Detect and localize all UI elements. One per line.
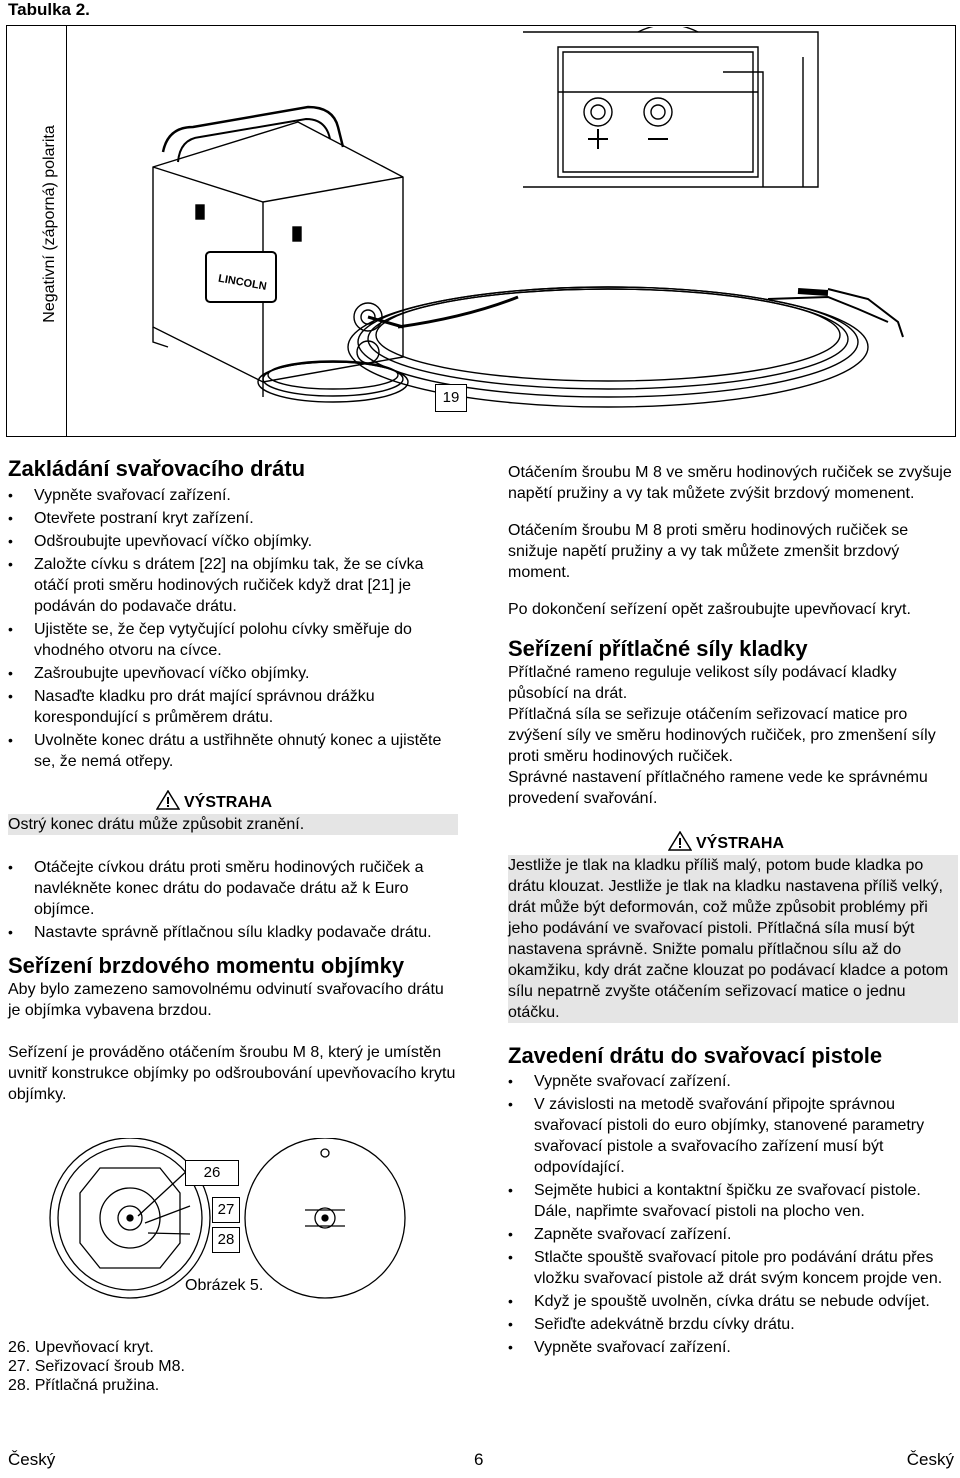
list-item: • Založte cívku s drátem [22] na objímku tak, že se cívka otáčí proti směru hodinových ručiček když drat [21] je podáván do podavače drátu. (8, 554, 458, 617)
left-column (8, 456, 458, 1105)
section-title-brake: Seřízení brzdového momentu objímky (8, 953, 405, 978)
page-number: 6 (474, 1450, 484, 1469)
list-item: • Uvolněte konec drátu a ustřihněte ohnutý konec a ujistěte se, že nemá otřepy. (8, 730, 458, 772)
list-item: • Vypněte svařovací zařízení. (508, 1337, 958, 1358)
warning-text: Ostrý konec drátu může způsobit zranění. (8, 814, 458, 835)
brake-counterclockwise-para: Otáčením šroubu M 8 proti směru hodinových ručiček se snižuje napětí pružiny a vy tak můžete zmenšit brzdový moment. (508, 522, 909, 581)
callout-28: 28 (212, 1227, 240, 1253)
wire-loading-list (8, 485, 458, 772)
warning-title: VÝSTRAHA (696, 835, 785, 852)
list-item: • Vypněte svařovací zařízení. (8, 485, 458, 506)
list-item: • Sejměte hubici a kontaktní špičku ze svařovací pistole. Dále, napřimte svařovací pistoli na plocho ven. (508, 1180, 958, 1222)
warning-icon (668, 831, 692, 851)
list-item: • Seřiďte adekvátně brzdu cívky drátu. (508, 1314, 958, 1335)
warning-text: Jestliže je tlak na kladku příliš malý, potom bude kladka po drátu klouzat. Jestliže je tlak na kladku nastavena příliš velký, drát může být deformován, což může způsobit problémy při jeho podávání ve svařovací pistoli. Přítlačná síla musí být nastavena správně. Snižte pomalu přítlačnou sílu až do okamžiku, kdy drát začne klouzat po podávací kladce a potom sílu nepatrně zvyšte otáčením seřizovací matice o jednu otáčku. (508, 855, 958, 1023)
warning-title: VÝSTRAHA (184, 794, 273, 811)
brand-logo: LINCOLN (217, 272, 268, 293)
list-item: • Odšroubujte upevňovací víčko objímky. (8, 531, 458, 552)
list-item: • Zapněte svařovací zařízení. (508, 1224, 958, 1245)
pressure-para-1: Přítlačné rameno reguluje velikost síly podávací kladky působící na drát. (508, 664, 897, 702)
legend-item: 28. Přítlačná pružina. (8, 1377, 160, 1394)
list-item: • Otáčejte cívkou drátu proti směru hodinových ručiček a navlékněte konec drátu do podavače drátu až k Euro objímce. (8, 857, 458, 920)
figure-divider (66, 25, 67, 437)
list-item: • Vypněte svařovací zařízení. (508, 1071, 958, 1092)
figure-legend (8, 1338, 185, 1395)
brake-para-1: Aby bylo zamezeno samovolnému odvinutí svařovacího drátu je objímka vybavena brzdou. (8, 981, 444, 1019)
list-item: • Otevřete postraní kryt zařízení. (8, 508, 458, 529)
warning-icon (156, 790, 180, 810)
brake-finish-para: Po dokončení seřízení opět zašroubujte upevňovací kryt. (508, 601, 911, 618)
callout-19: 19 (435, 384, 467, 412)
warning-block-2 (508, 831, 958, 1023)
callout-27: 27 (212, 1197, 240, 1223)
table-title: Tabulka 2. (8, 0, 90, 19)
list-item: • V závislosti na metodě svařování připojte správnou svařovací pistoli do euro objímky, stanovené parametry svařovací pistole a svařovacího zařízení musí být odpovídající. (508, 1094, 958, 1178)
pressure-para-2: Přítlačná síla se seřizuje otáčením seřizovací matice pro zvýšení síly ve směru hodinových ručiček, pro zmenšení síly proti směru hodinových ručiček. (508, 706, 936, 765)
callout-26: 26 (185, 1160, 239, 1186)
list-item: • Zašroubujte upevňovací víčko objímky. (8, 663, 458, 684)
footer-right: Český (906, 1450, 954, 1469)
torch-list (508, 1071, 958, 1358)
list-item: • Ujistěte se, že čep vytyčující polohu cívky směřuje do vhodného otvoru na cívce. (8, 619, 458, 661)
section-title-torch: Zavedení drátu do svařovací pistole (508, 1043, 883, 1068)
list-item: • Nasaďte kladku pro drát mající správnou drážku korespondující s průměrem drátu. (8, 686, 458, 728)
legend-item: 27. Seřizovací šroub M8. (8, 1358, 185, 1375)
brake-para-2: Seřízení je prováděno otáčením šroubu M 8, který je umístěn uvnitř konstrukce objímky po odšroubování upevňovacího krytu objímky. (8, 1044, 456, 1103)
right-column (508, 462, 958, 1360)
list-item: • Nastavte správně přítlačnou sílu kladky podavače drátu. (8, 922, 458, 943)
section-title-pressure: Seřízení přítlačné síly kladky (508, 636, 808, 661)
list-item: • Stlačte spouště svařovací pitole pro podávání drátu přes vložku svařovací pistole až drát svým koncem projde ven. (508, 1247, 958, 1289)
warning-block (8, 790, 458, 835)
legend-item: 26. Upevňovací kryt. (8, 1339, 154, 1356)
figure-caption: Obrázek 5. (185, 1277, 264, 1294)
pressure-para-3: Správné nastavení přítlačného ramene vede ke správnému provedení svařování. (508, 769, 928, 807)
list-item: • Když je spouště uvolněn, cívka drátu se nebude odvíjet. (508, 1291, 958, 1312)
wire-threading-list (8, 857, 458, 943)
welder-illustration (68, 27, 953, 433)
brake-clockwise-para: Otáčením šroubu M 8 ve směru hodinových ručiček se zvyšuje napětí pružiny a vy tak můžete zvýšit brzdový momenent. (508, 464, 952, 502)
section-title-wire-loading: Zakládání svařovacího drátu (8, 456, 306, 481)
polarity-label: Negativní (záporná) polarita (41, 125, 58, 323)
footer-left: Český (8, 1450, 56, 1469)
